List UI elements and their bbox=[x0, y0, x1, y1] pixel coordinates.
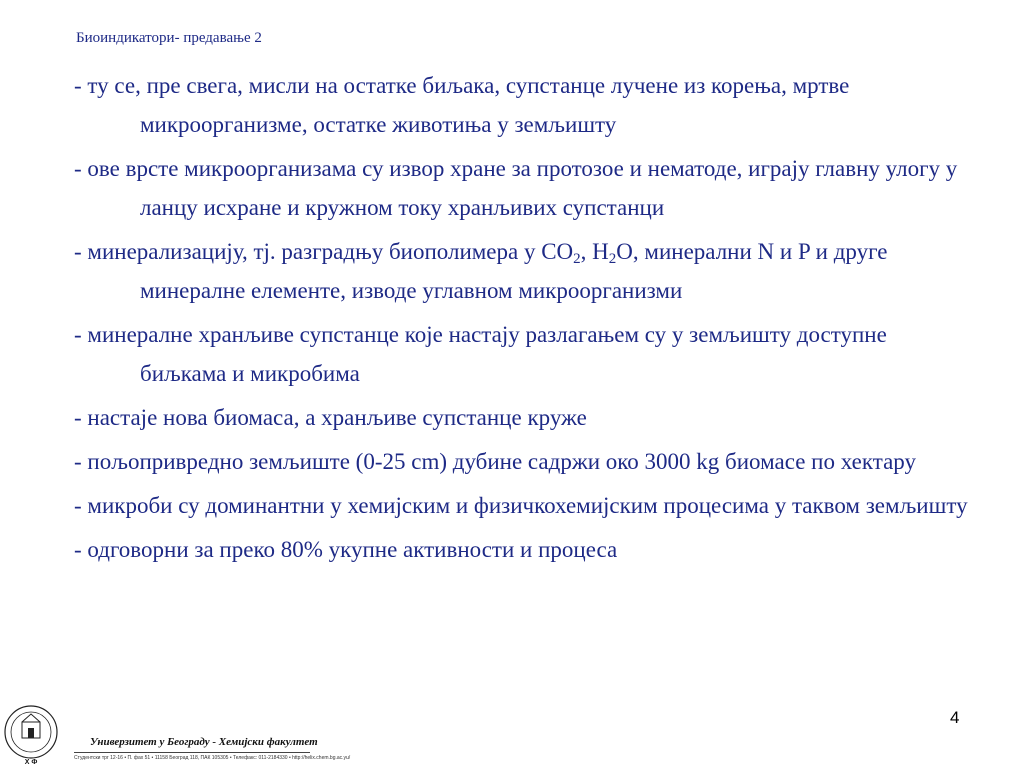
logo-letters: Х Ф bbox=[24, 759, 38, 766]
subscript: 2 bbox=[573, 251, 581, 267]
university-logo bbox=[2, 702, 60, 768]
subscript: 2 bbox=[608, 251, 617, 267]
footer-institution: Универзитет у Београду - Хемијски факултет bbox=[90, 736, 318, 748]
footer-divider bbox=[74, 752, 310, 753]
footer bbox=[0, 702, 1024, 768]
bullet-item: - микроби су доминантни у хемијским и физичкохемијским процесима у таквом земљишту bbox=[74, 493, 968, 518]
footer-address: Студентски трг 12-16 • П. фах 51 • 11158 Београд 118, ПАК 105305 • Телефакс: 011-2184330 • http://helix.chem.bg.ac.yu/ bbox=[74, 755, 351, 761]
bullet-text-part: , H bbox=[580, 239, 609, 264]
bullet-text-part: O, минерални N и P и друге минералне елементе, изводе углавном микроорганизми bbox=[140, 239, 888, 303]
bullet-item: - ове врсте микроорганизама су извор хране за протозое и нематоде, играју главну улогу у ланцу исхране и кружном току хранљивих супстанци bbox=[74, 156, 958, 220]
page-number: 4 bbox=[950, 708, 960, 727]
bullet-text-part: - минерализацију, тј. разградњу биополимера у CO bbox=[74, 239, 574, 264]
bullet-item: - одговорни за преко 80% укупне активности и процеса bbox=[74, 537, 618, 562]
bullet-item: - пољопривредно земљиште (0-25 cm) дубине садржи око 3000 kg биомасе по хектару bbox=[74, 449, 916, 474]
bullet-item: - настаје нова биомаса, а хранљиве супстанце круже bbox=[74, 405, 587, 430]
bullet-item: - минералне хранљиве супстанце које настају разлагањем су у земљишту доступне биљкама и микробима bbox=[74, 322, 887, 386]
bullet-item: - ту се, пре свега, мисли на остатке биљака, супстанце лучене из корења, мртве микроорганизме, остатке животиња у земљишту bbox=[74, 73, 850, 137]
bullet-list bbox=[74, 66, 974, 574]
slide-header: Биоиндикатори- предавање 2 bbox=[76, 30, 262, 46]
bullet-item-mineralization bbox=[74, 232, 974, 310]
